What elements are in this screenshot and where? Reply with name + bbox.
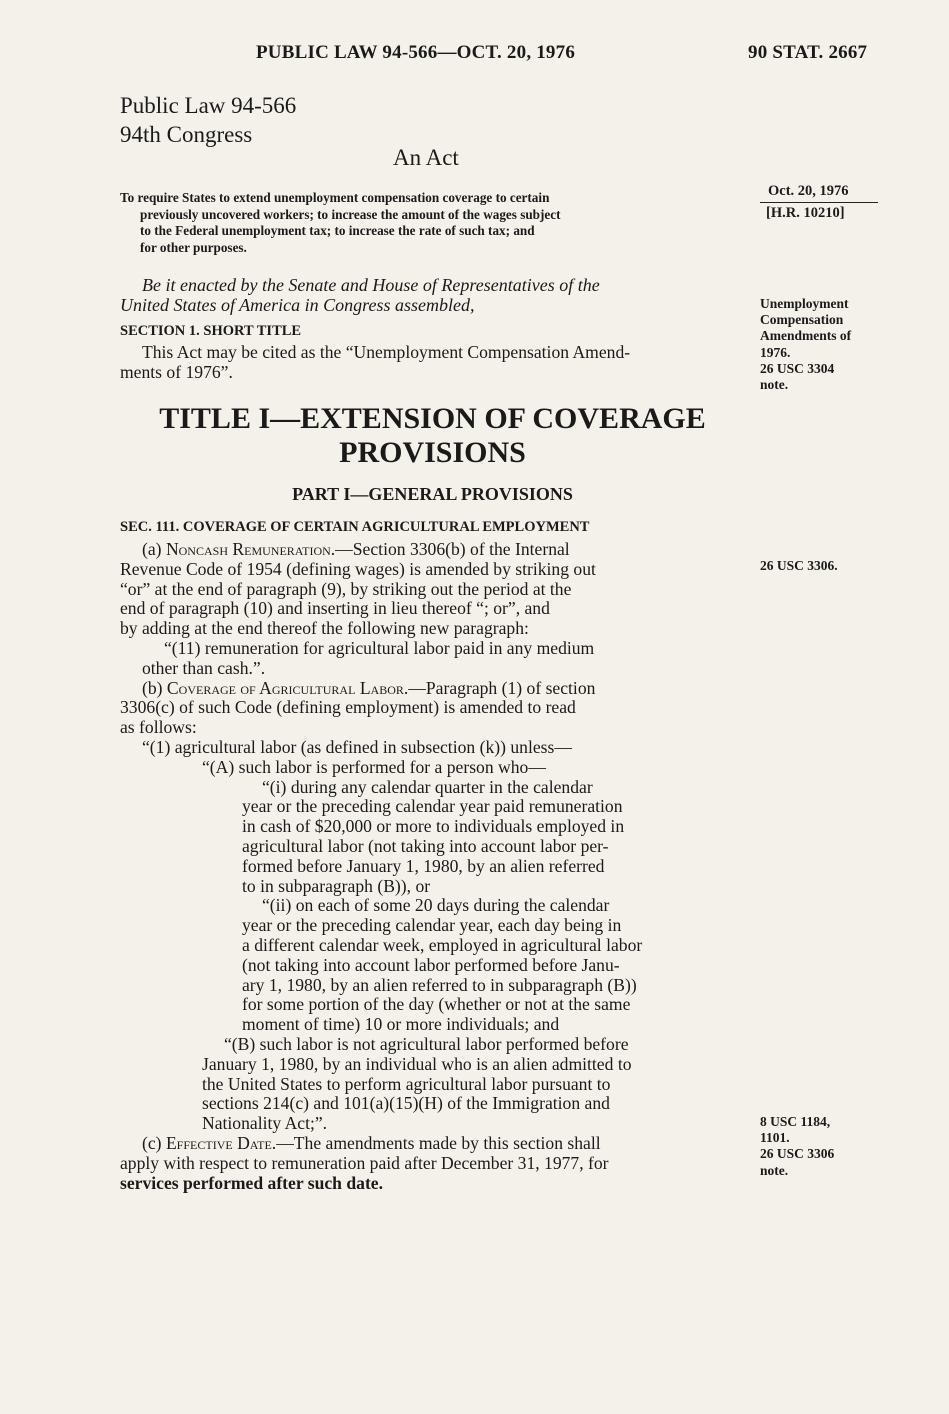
purpose-line: previously uncovered workers; to increase the amount of the wages subject [140,206,561,222]
body-line: “or” at the end of paragraph (9), by striking out the period at the [120,578,572,599]
subsection-a-caption: Noncash Remuneration [165,539,331,559]
body-line: for some portion of the day (whether or not at the same [242,994,631,1015]
purpose-line: for other purposes. [140,239,247,255]
body-line: 3306(c) of such Code (defining employment) is amended to read [120,697,576,718]
enacting-clause [120,276,745,316]
body-line: sections 214(c) and 101(a)(15)(H) of the Immigration and [202,1093,610,1114]
section-111-margin-note: 26 USC 3306. [760,558,838,573]
body-line: in cash of $20,000 or more to individuals employed in [242,816,625,837]
margin-note-line: 26 USC 3304 [760,360,835,376]
margin-note-line: 26 USC 3306 [760,1146,835,1162]
bill-number: [H.R. 10210] [766,205,845,221]
title-line: PROVISIONS [339,436,526,469]
public-law-number: Public Law 94-566 [120,93,297,118]
running-title: PUBLIC LAW 94-566—OCT. 20, 1976 [256,42,576,63]
body-line: apply with respect to remuneration paid after December 31, 1977, for [120,1152,609,1173]
body-line: January 1, 1980, by an individual who is an alien admitted to [202,1053,632,1074]
subsection-a-first-line [120,540,745,560]
purpose-line: To require States to extend unemployment compensation coverage to certain [120,190,550,205]
margin-note-line: Compensation [760,312,844,328]
enacting-line: United States of America in Congress assembled, [120,294,475,315]
part-heading: PART I—GENERAL PROVISIONS [292,484,573,504]
subsection-c-rest: .—The amendments made by this section shall [271,1132,601,1153]
subsection-b-caption: Coverage of Agricultural Labor [166,677,404,698]
body-line: (not taking into account labor performed before Janu- [242,954,620,975]
body-line: other than cash.”. [142,657,266,678]
margin-note-line: note. [760,1162,789,1178]
body-line: agricultural labor (not taking into account labor per- [242,835,609,856]
margin-note-line: note. [760,377,789,393]
body-line: formed before January 1, 1980, by an alien referred [242,855,605,876]
section-1-line: ments of 1976”. [120,361,233,382]
body-line: as follows: [120,717,197,738]
act-label: An Act [393,145,459,170]
body-line: year or the preceding calendar year, each day being in [242,915,622,936]
subsection-c-first-line [120,1134,745,1154]
body-line: end of paragraph (10) and inserting in lieu thereof “; or”, and [120,598,550,619]
section-111-body [120,540,745,1193]
margin-note-line: 8 USC 1184, [760,1114,831,1129]
body-line: the United States to perform agricultural labor pursuant to [202,1073,611,1094]
section-1-heading: SECTION 1. SHORT TITLE [120,323,302,339]
margin-note-line: 1976. [760,344,791,360]
subsection-a-rest: .—Section 3306(b) of the Internal [330,539,570,559]
subsection-b-first-line [120,679,745,699]
body-line: year or the preceding calendar year paid remuneration [242,796,623,817]
body-line: by adding at the end thereof the following new paragraph: [120,618,529,639]
margin-note-line: 1101. [760,1130,790,1146]
subsection-b-rest: .—Paragraph (1) of section [403,677,596,698]
margin-divider [760,202,878,203]
section-1-text [120,343,745,383]
body-line: “(1) agricultural labor (as defined in subsection (k)) unless— [142,736,572,757]
purpose-line: to the Federal unemployment tax; to increase the rate of such tax; and [140,223,535,238]
body-line: “(11) remuneration for agricultural labor paid in any medium [164,637,595,658]
section-1-line: This Act may be cited as the “Unemployment Compensation Amend- [142,342,631,362]
short-title-margin-note [760,296,851,393]
title-line: TITLE I—EXTENSION OF COVERAGE [159,402,706,435]
body-line: “(B) such labor is not agricultural labor performed before [224,1033,629,1054]
body-line: Revenue Code of 1954 (defining wages) is amended by striking out [120,558,596,579]
effective-date-margin-note [760,1114,834,1179]
body-line: services performed after such date. [120,1172,384,1193]
section-111-heading: SEC. 111. COVERAGE OF CERTAIN AGRICULTURAL EMPLOYMENT [120,519,590,535]
body-line: Nationality Act;”. [202,1113,328,1134]
congress-number: 94th Congress [120,122,253,147]
act-purpose [120,190,745,256]
subsection-c-lead: (c) [142,1132,166,1153]
subsection-c-caption: Effective Date [165,1132,272,1153]
enactment-date: Oct. 20, 1976 [768,183,849,199]
subsection-a-lead: (a) [142,539,166,559]
subsection-b-lead: (b) [142,677,167,698]
body-line: to in subparagraph (B)), or [242,875,431,896]
body-line: “(A) such labor is performed for a person who— [202,756,546,777]
body-line: “(i) during any calendar quarter in the calendar [262,776,593,797]
margin-note-line: Amendments of [760,328,852,344]
body-line: “(ii) on each of some 20 days during the calendar [262,895,610,916]
title-heading [120,402,745,470]
margin-note-line: Unemployment [760,296,849,311]
body-line: a different calendar week, employed in agricultural labor [242,934,643,955]
enacting-line: Be it enacted by the Senate and House of Representatives of the [142,275,600,295]
stat-reference: 90 STAT. 2667 [748,42,868,63]
body-line: moment of time) 10 or more individuals; and [242,1014,560,1035]
body-line: ary 1, 1980, by an alien referred to in subparagraph (B)) [242,974,637,995]
